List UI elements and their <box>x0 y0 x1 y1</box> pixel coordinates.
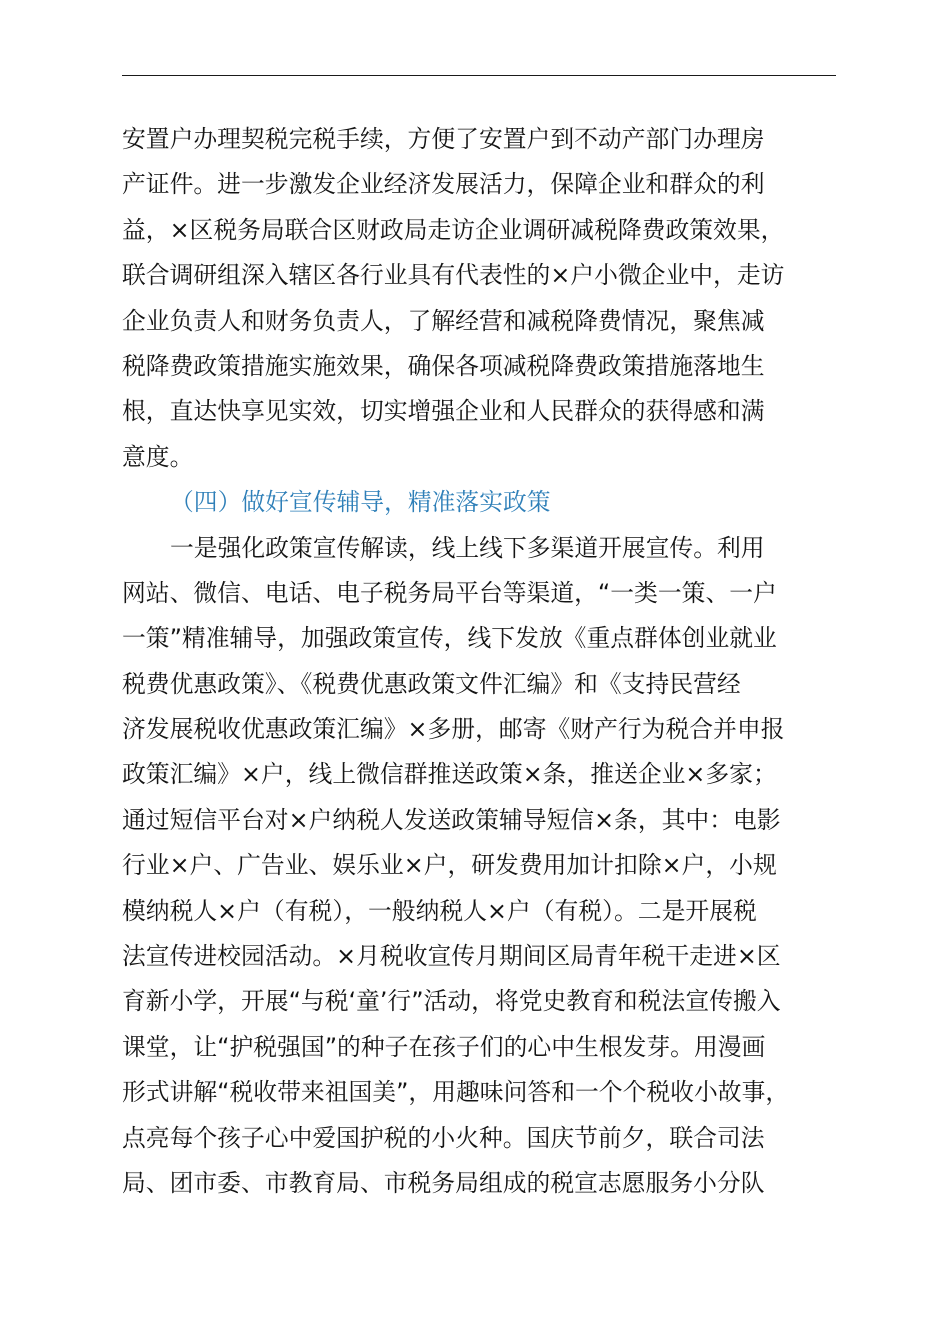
text-line: 企业负责人和财务负责人，了解经营和减税降费情况，聚焦减 <box>122 306 765 335</box>
text-line: 育新小学，开展“与税‘童’行”活动，将党史教育和税法宣传搬入 <box>122 987 781 1016</box>
text-line: 联合调研组深入辖区各行业具有代表性的×户小微企业中，走访 <box>122 261 785 290</box>
text-line: 税降费政策措施实施效果，确保各项减税降费政策措施落地生 <box>122 351 765 380</box>
document-body <box>122 117 842 1206</box>
text-line: 益，×区税务局联合区财政局走访企业调研减税降费政策效果， <box>122 215 785 244</box>
text-line: 一是强化政策宣传解读，线上线下多渠道开展宣传。利用 <box>170 533 765 562</box>
text-line: 形式讲解“税收带来祖国美”，用趣味问答和一个个税收小故事， <box>122 1078 790 1107</box>
text-line: 税费优惠政策》、《税费优惠政策文件汇编》和《支持民营经 <box>122 669 741 698</box>
text-line: 济发展税收优惠政策汇编》×多册，邮寄《财产行为税合并申报 <box>122 715 785 744</box>
text-line: 产证件。进一步激发企业经济发展活力，保障企业和群众的利 <box>122 170 765 199</box>
text-line: 模纳税人×户（有税），一般纳税人×户（有税）。二是开展税 <box>122 896 757 925</box>
text-line: 行业×户、广告业、娱乐业×户，研发费用加计扣除×户，小规 <box>122 851 777 880</box>
text-line: 安置户办理契税完税手续，方便了安置户到不动产部门办理房 <box>122 125 765 153</box>
header-rule <box>122 75 836 76</box>
section-heading: （四）做好宣传辅导，精准落实政策 <box>170 488 551 517</box>
text-line: 法宣传进校园活动。×月税收宣传月期间区局青年税干走进×区 <box>122 942 781 971</box>
text-line: 点亮每个孩子心中爱国护税的小火种。国庆节前夕，联合司法 <box>122 1123 765 1152</box>
text-line: 政策汇编》×户，线上微信群推送政策×条，推送企业×多家； <box>122 760 777 789</box>
text-line: 意度。 <box>122 442 194 471</box>
text-line: 根，直达快享见实效，切实增强企业和人民群众的获得感和满 <box>122 397 765 426</box>
text-line: 局、团市委、市教育局、市税务局组成的税宣志愿服务小分队 <box>122 1168 765 1197</box>
text-line: 网站、微信、电话、电子税务局平台等渠道，“一类一策、一户 <box>122 578 777 607</box>
text-line: 一策”精准辅导，加强政策宣传，线下发放《重点群体创业就业 <box>122 624 777 653</box>
text-line: 课堂，让“护税强国”的种子在孩子们的心中生根发芽。用漫画 <box>122 1032 766 1061</box>
text-line: 通过短信平台对×户纳税人发送政策辅导短信×条，其中：电影 <box>122 805 781 834</box>
